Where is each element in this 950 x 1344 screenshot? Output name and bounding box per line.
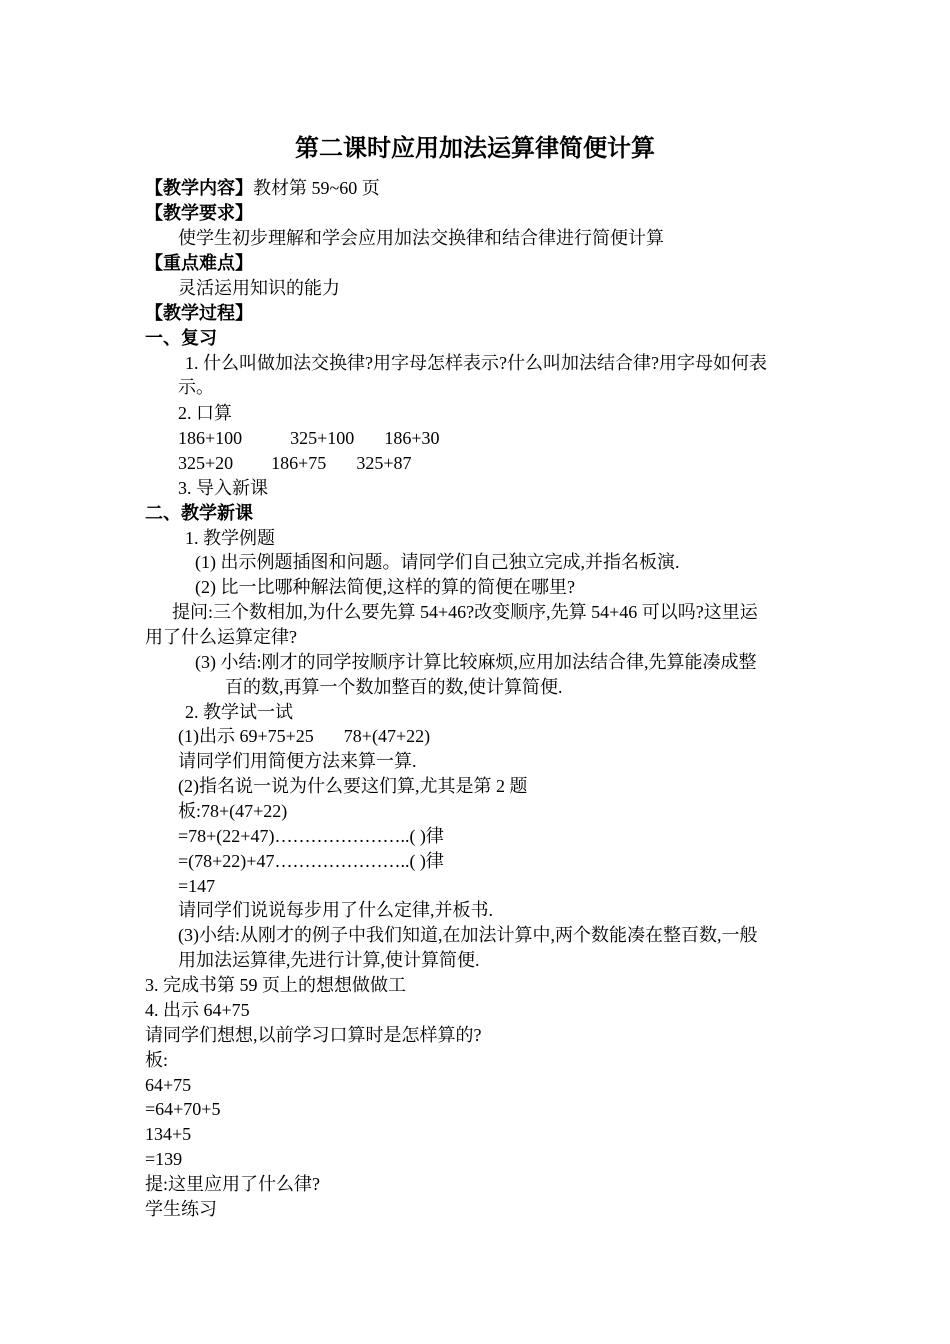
calc-row-2 bbox=[178, 451, 411, 475]
lesson-item-1-a: (1) 出示例题插图和问题。请同学们自己独立完成,并指名板演. bbox=[195, 552, 680, 572]
document-title: 第二课时应用加法运算律简便计算 bbox=[295, 136, 655, 162]
trial-line-10: 用加法运算律,先进行计算,使计算简便. bbox=[178, 950, 480, 970]
content-label: 【教学内容】 bbox=[145, 178, 253, 198]
trial-expr-1: (1)出示 69+75+25 bbox=[178, 726, 314, 746]
review-question-1a: 1. 什么叫做加法交换律?用字母怎样表示?什么叫加法结合律?用字母如何表 bbox=[185, 353, 767, 373]
unit-line-6: 板: bbox=[145, 1050, 169, 1070]
unit-line-7: 64+75 bbox=[145, 1075, 192, 1095]
key-points-text: 灵活运用知识的能力 bbox=[178, 278, 340, 298]
unit-line-5: 请同学们想想,以前学习口算时是怎样算的? bbox=[145, 1025, 482, 1045]
calc-item: 186+100 bbox=[178, 428, 243, 448]
calc-item: 325+87 bbox=[356, 453, 412, 473]
review-question-3: 3. 导入新课 bbox=[178, 478, 268, 498]
unit-line-3: 3. 完成书第 59 页上的想想做做工 bbox=[145, 975, 406, 995]
key-points-label: 【重点难点】 bbox=[145, 253, 253, 273]
trial-line-2: 请同学们用简便方法来算一算. bbox=[178, 751, 417, 771]
unit-line-10: =139 bbox=[145, 1149, 183, 1169]
trial-line-6: =(78+22)+47…………………..( )律 bbox=[178, 851, 444, 871]
review-question-1b: 示。 bbox=[178, 377, 214, 397]
unit-line-9: 134+5 bbox=[145, 1124, 192, 1144]
question-line-a: 提问:三个数相加,为什么要先算 54+46?改变顺序,先算 54+46 可以吗?这里运 bbox=[172, 602, 758, 622]
section-review: 一、复习 bbox=[145, 328, 217, 348]
lesson-item-2: 2. 教学试一试 bbox=[185, 702, 293, 722]
unit-line-12: 学生练习 bbox=[145, 1199, 217, 1219]
calc-row-1 bbox=[178, 426, 439, 450]
unit-line-8: =64+70+5 bbox=[145, 1099, 221, 1119]
calc-item: 186+75 bbox=[271, 453, 327, 473]
question-line-b: 用了什么运算定律? bbox=[145, 627, 297, 647]
trial-line-9: (3)小结:从刚才的例子中我们知道,在加法计算中,两个数能凑在整百数,一般 bbox=[178, 925, 758, 945]
lesson-item-1-c2: 百的数,再算一个数加整百的数,使计算简便. bbox=[225, 677, 563, 697]
requirements-text: 使学生初步理解和学会应用加法交换律和结合律进行简便计算 bbox=[178, 228, 664, 248]
unit-line-11: 提:这里应用了什么律? bbox=[145, 1174, 320, 1194]
calc-item: 325+100 bbox=[290, 428, 355, 448]
trial-line-7: =147 bbox=[178, 876, 216, 896]
trial-expr-2: 78+(47+22) bbox=[343, 726, 431, 746]
lesson-item-1-b: (2) 比一比哪种解法简便,这样的算的简便在哪里? bbox=[195, 577, 575, 597]
trial-line-5: =78+(22+47)…………………..( )律 bbox=[178, 826, 444, 846]
lesson-item-1-c1: (3) 小结:刚才的同学按顺序计算比较麻烦,应用加法结合律,先算能凑成整 bbox=[195, 652, 757, 672]
lesson-item-1: 1. 教学例题 bbox=[185, 528, 275, 548]
trial-line-3: (2)指名说一说为什么要这们算,尤其是第 2 题 bbox=[178, 776, 528, 796]
unit-line-4: 4. 出示 64+75 bbox=[145, 1000, 250, 1020]
review-question-2: 2. 口算 bbox=[178, 403, 232, 423]
section-new-lesson: 二、教学新课 bbox=[145, 503, 253, 523]
content-text: 教材第 59~60 页 bbox=[253, 178, 380, 198]
process-label: 【教学过程】 bbox=[145, 303, 253, 323]
calc-item: 325+20 bbox=[178, 453, 234, 473]
trial-line-8: 请同学们说说每步用了什么定律,并板书. bbox=[178, 900, 493, 920]
content-row bbox=[145, 176, 380, 200]
calc-item: 186+30 bbox=[384, 428, 440, 448]
trial-line-1 bbox=[178, 724, 430, 748]
trial-line-4: 板:78+(47+22) bbox=[178, 801, 288, 821]
requirements-label: 【教学要求】 bbox=[145, 203, 253, 223]
